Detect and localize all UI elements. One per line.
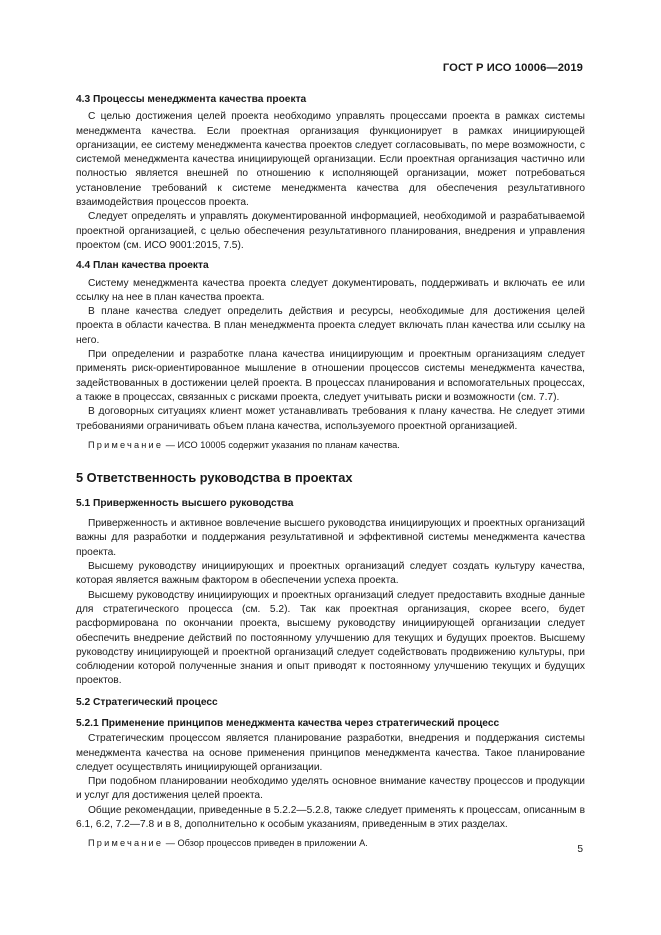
paragraph: Систему менеджмента качества проекта следует документировать, поддерживать и включать ее или ссылку на нее в план качества проекта. (76, 277, 585, 303)
note-text: — Обзор процессов приведен в приложении А. (163, 838, 368, 849)
paragraph: В плане качества следует определить действия и ресурсы, необходимые для достижения целей проекта в области качества. В план менеджмента проекта следует включать план качества или ссылку на него. (76, 306, 585, 346)
section-4-4-title: 4.4 План качества проекта (76, 260, 209, 272)
section-5-title: 5 Ответственность руководства в проектах (76, 469, 353, 485)
note (76, 837, 585, 850)
paragraph: При определении и разработке плана качества инициирующим и проектным организациям следует применять риск-ориентированное мышление в отношении процессов системы менеджмента качества, задействованных в достижении целей проекта. В процессах планирования и вспомогательных процессах, а также в процессах, связанных с рисками проекта, следует учитывать риски и возможности (см. 7.7). (76, 349, 585, 403)
paragraph: Общие рекомендации, приведенные в 5.2.2—5.2.8, также следует применять к процессам, описанным в 6.1, 6.2, 7.2—7.8 и в 8, дополнительно к особым указаниям, приведенным в этих разделах. (76, 804, 585, 831)
paragraph: В договорных ситуациях клиент может устанавливать требования к плану качества. Не следует этими требованиями ограничивать объем плана качества, используемого проектной организацией. (76, 406, 585, 432)
paragraph: Высшему руководству инициирующих и проектных организаций следует создать культуру качества, которая является важным фактором в обеспечении успеха проекта. (76, 561, 585, 587)
note-label: Примечание (88, 439, 164, 450)
note (76, 439, 585, 452)
section-5-2-title: 5.2 Стратегический процесс (76, 696, 218, 708)
paragraph: При подобном планировании необходимо уделять основное внимание качеству процессов и продукции и услуг для достижения целей проекта. (76, 776, 585, 802)
section-5-1-title: 5.1 Приверженность высшего руководства (76, 497, 294, 509)
paragraph: Приверженность и активное вовлечение высшего руководства инициирующих и проектных организаций важны для разработки и поддержания результативной и эффективной системы менеджмента качества проекта. (76, 518, 585, 558)
paragraph: С целью достижения целей проекта необходимо управлять процессами проекта в рамках системы менеджмента качества. Если проектная организация функционирует в рамках инициирующей организации, ее систему менеджмента качества проектов следует согласовывать, по мере возможности, с системой менеджмента качества инициирующей организации. Если проектная организация частично или полностью является внешней по отношению к исполняющей организации, может потребоваться установление требований к системе менеджмента качества для обеспечения результативного взаимодействия процессов проекта. (76, 111, 585, 209)
paragraph: Стратегическим процессом является планирование разработки, внедрения и поддержания системы менеджмента качества на основе применения принципов менеджмента качества. Такое планирование следует осуществлять инициирующей организации. (76, 733, 585, 773)
section-5-2-1-title: 5.2.1 Применение принципов менеджмента качества через стратегический процесс (76, 717, 500, 729)
page-content (76, 93, 585, 850)
note-label: Примечание (88, 838, 164, 849)
paragraph: Высшему руководству инициирующих и проектных организаций следует предоставить входные данные для стратегического процесса (см. 5.2). Так как проектная организация, скорее всего, будет расформирована по окончании проекта, высшему руководству инициирующей организации следует обеспечить внедрение действий по постоянному улучшению для текущих и будущих проектов. Высшему руководству инициирующей и проектной организаций следует содействовать продвижению культуры, при соблюдении которой полученные знания и опыт приводят к постоянному улучшению текущих и будущих проектов. (76, 589, 585, 687)
note-text: — ИСО 10005 содержит указания по планам качества. (163, 439, 400, 450)
paragraph: Следует определять и управлять документированной информацией, необходимой и разрабатываемой проектной организацией, с целью обеспечения результативного планирования, внедрения и управления проектом (см. ИСО 9001:2015, 7.5). (76, 211, 585, 251)
section-4-3-title: 4.3 Процессы менеджмента качества проекта (76, 94, 307, 105)
document-id: ГОСТ Р ИСО 10006—2019 (442, 62, 583, 74)
page-number: 5 (577, 844, 583, 855)
